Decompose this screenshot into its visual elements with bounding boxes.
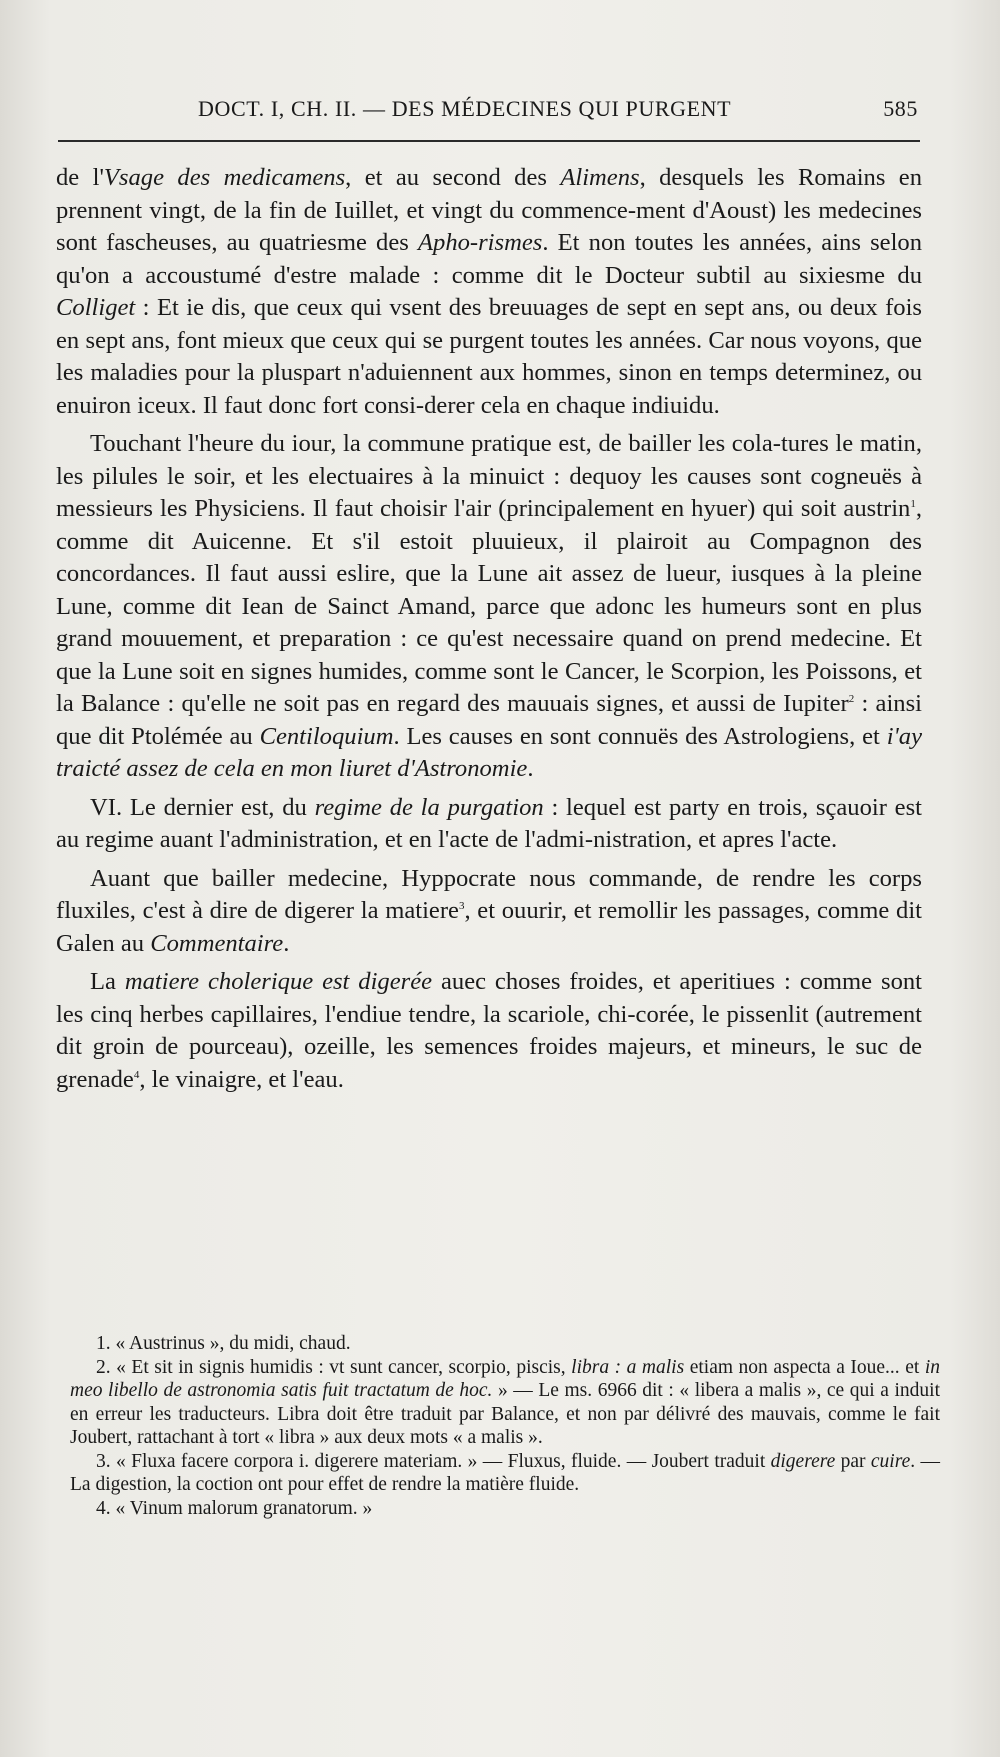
main-text	[56, 162, 922, 1096]
footnote-1: 1. « Austrinus », du midi, chaud.	[96, 1333, 351, 1354]
paragraph-1: de l'Vsage des medicamens, et au second des Alimens, desquels les Romains en prennent vingt, de la fin de Iuillet, et vingt du commence-ment d'Aoust) les medecines sont fascheuses, au quatriesme des Apho-rismes. Et non toutes les années, ains selon qu'on a accoustumé d'estre malade : comme dit le Docteur subtil au sixiesme du Colliget : Et ie dis, que ceux qui vsent des breuuages de sept en sept ans, ou deux fois en sept ans, font mieux que ceux qui se purgent toutes les années. Car nous voyons, que les maladies pour la pluspart n'aduiennent aux hommes, sinon en temps determinez, ou enuiron iceux. Il faut donc fort consi-derer cela en chaque indiuidu.	[56, 164, 923, 419]
paragraph-5: La matiere cholerique est digerée auec choses froides, et aperitiues : comme sont les cinq herbes capillaires, l'endiue tendre, la scariole, chi-corée, le pissenlit (autrement dit groin de pourceau), ozeille, les semences froides majeurs, et mineurs, le suc de grenade$^4$, le vinaigre, et l'eau.	[56, 968, 922, 1093]
paragraph-2: Touchant l'heure du iour, la commune pratique est, de bailler les cola-tures le matin, les pilules le soir, et les electuaires à la minuict : dequoy les causes sont cogneuës à messieurs les Physiciens. Il faut choisir l'air (principalement en hyuer) qui soit austrin$^1$, comme dit Auicenne. Et s'il estoit pluuieux, il plairoit au Compagnon des concordances. Il faut aussi eslire, que la Lune ait assez de lueur, iusques à la pleine Lune, comme dit Iean de Sainct Amand, parce que adonc les humeurs sont en plus grand mouuement, et preparation : ce qu'est necessaire quand on prend medecine. Et que la Lune soit en signes humides, comme sont le Cancer, le Scorpion, les Poissons, et la Balance : qu'elle ne soit pas en regard des mauuais signes, et aussi de Iupiter$^2$ : ainsi que dit Ptolémée au Centiloquium. Les causes en sont connuës des Astrologiens, et i'ay traicté assez de cela en mon liuret d'Astronomie.	[56, 430, 922, 782]
header-rule	[58, 140, 920, 142]
paragraph-3: VI. Le dernier est, du regime de la purgation : lequel est party en trois, sçauoir est au regime auant l'administration, et en l'acte de l'admi-nistration, et apres l'acte.	[56, 793, 922, 853]
footnote-ref-4: 4	[133, 1068, 140, 1081]
footnote-ref-1: 1	[910, 498, 916, 510]
paragraph-4: Auant que bailler medecine, Hyppocrate nous commande, de rendre les corps fluxiles, c'est à dire de digerer la matiere$^3$, et ouurir, et remollir les passages, comme dit Galen au Commentaire.	[56, 864, 922, 957]
footnote-ref-3: 3	[458, 900, 465, 912]
footnote-3: 3. « Fluxa facere corpora i. digerere materiam. » — Fluxus, fluide. — Joubert traduit digerere par cuire. — La digestion, la coction ont pour effet de rendre la matière fluide.	[70, 1450, 940, 1495]
page-number: 585	[883, 96, 918, 121]
page-header	[58, 96, 920, 132]
footnotes	[70, 1332, 940, 1520]
footnote-4: 4. « Vinum malorum granatorum. »	[96, 1497, 373, 1519]
footnote-2: 2. « Et sit in signis humidis : vt sunt cancer, scorpio, piscis, libra : a malis etiam non aspecta a Ioue... et in meo libello de astronomia satis fuit tractatum de hoc. » — Le ms. 6966 dit : « libera a malis », ce qui a induit en erreur les traducteurs. Libra doit être traduit par Balance, et non par délivré des mauvais, comme le fait Joubert, rattachant à tort « libra » aux deux mots « a malis ».	[70, 1356, 940, 1448]
running-title: DOCT. I, CH. II. — DES MÉDECINES QUI PURGENT	[198, 96, 732, 121]
footnote-ref-2: 2	[848, 693, 855, 705]
